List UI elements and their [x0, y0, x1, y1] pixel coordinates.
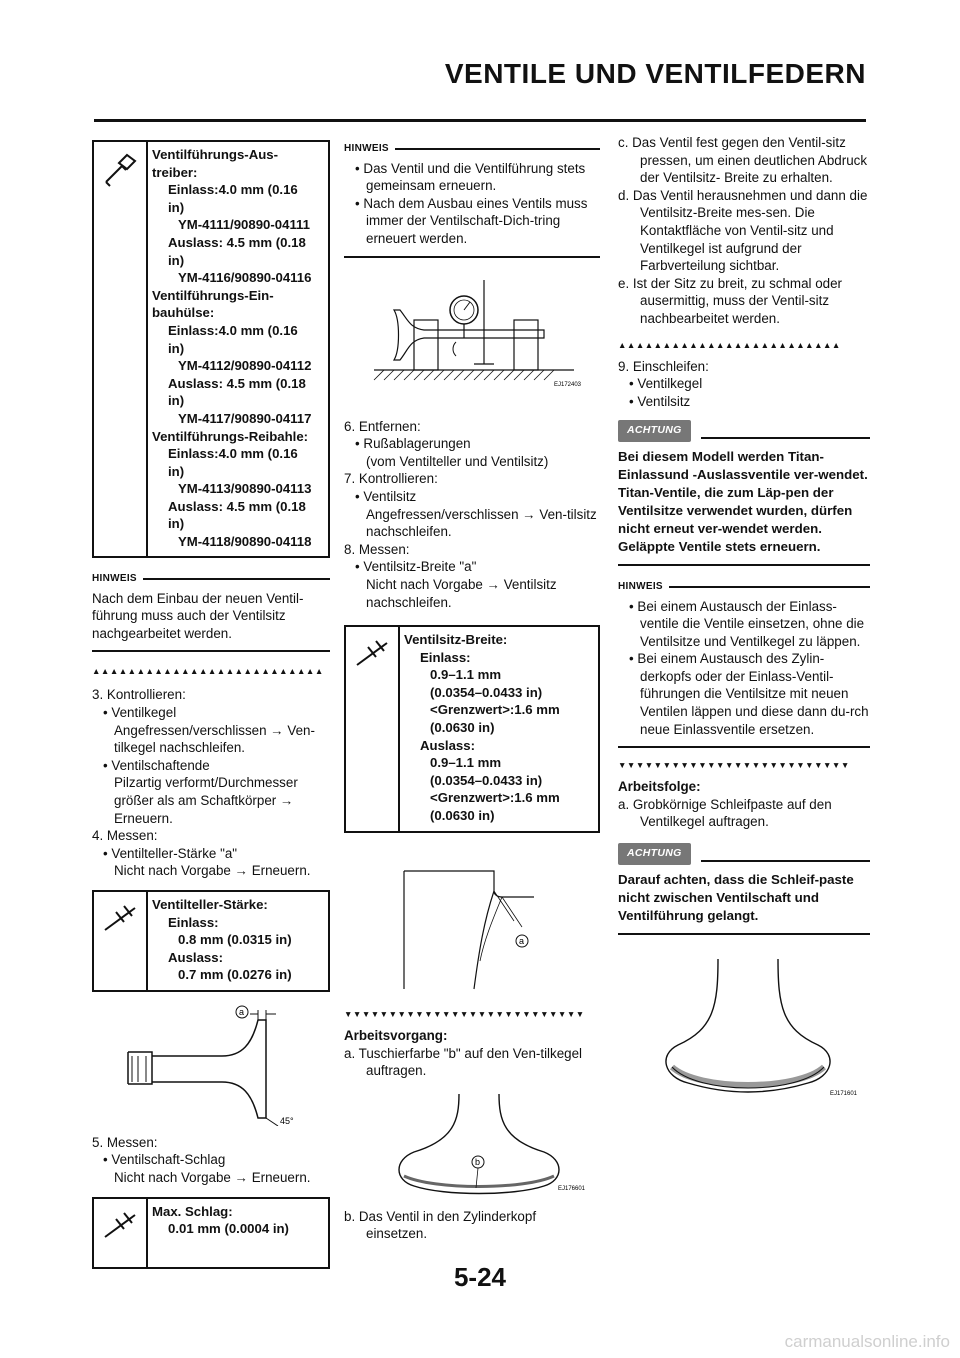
step-3: 3. Kontrollieren: [92, 687, 186, 703]
achtung-end-rule [618, 933, 870, 935]
hinweis-bullet-1: • Das Ventil und die Ventilführung stets gemeinsam erneuern. [355, 160, 586, 194]
step-7: 7. Kontrollieren: [344, 471, 438, 487]
tool-spec-line: Auslass: 4.5 mm (0.18 [168, 498, 306, 514]
step-3-bullet-2-text: Pilzartig verformt/Durchmesser größer als am Schaftkörper → Erneuern. [114, 775, 298, 826]
fig1-angle: 45° [280, 1115, 294, 1126]
hinweis-end-rule [618, 746, 870, 748]
fig1-label-a: a [239, 1006, 245, 1017]
triangle-separator: ▲▲▲▲▲▲▲▲▲▲▲▲▲▲▲▲▲▲▲▲▲▲▲▲▲▲ [92, 666, 324, 677]
spec-teller-einlass-value: 0.8 mm (0.0315 in) [178, 932, 292, 948]
step-3-bullet-1-text: Angefressen/verschlissen → Ven-tilkegel nachschleifen. [114, 722, 315, 756]
tool-spec-line: treiber: [152, 164, 198, 180]
hinweis-end-rule [92, 650, 330, 652]
achtung-label: ACHTUNG [618, 843, 691, 865]
spec-teller-auslass-value: 0.7 mm (0.0276 in) [178, 967, 292, 983]
spec-teller-title: Ventilteller-Stärke: [152, 896, 268, 912]
step-c: c. Das Ventil fest gegen den Ventil-sitz pressen, um einen deutlichen Abdruck der Ventilsitz- Breite zu erhalten. [618, 135, 868, 186]
spec-teller-auslass: Auslass: [168, 949, 223, 965]
column-2 [344, 140, 600, 1243]
valve-thickness-figure [92, 1004, 330, 1126]
tool-spec-line: YM-4118/90890-04118 [178, 534, 312, 550]
tool-spec-box [92, 140, 330, 558]
tool-spec-line: in) [168, 252, 185, 268]
column-1 [92, 140, 330, 1269]
achtung-label: ACHTUNG [618, 420, 691, 442]
dial-gauge-figure [344, 270, 600, 410]
page-number: 5-24 [453, 1262, 507, 1292]
tool-spec-line: in) [168, 393, 185, 409]
spec-box-sitz [344, 625, 600, 833]
achtung-text: Bei diesem Modell werden Titan-Einlassund -Auslassventile ver-wendet. Titan-Ventile, die zum Läp-pen der Ventilsitze verwendet wurden, dürfen nicht erneut ver-wendet werden. Geläppte Ventile stets erneuern. [618, 448, 868, 554]
step-8-bullet-1-text: Nicht nach Vorgabe → Ventilsitz nachschleifen. [366, 576, 557, 610]
step-9-bullet-2: • Ventilsitz [629, 393, 691, 409]
step-a: a. Tuschierfarbe "b" auf den Ven-tilkegel auftragen. [344, 1045, 583, 1079]
step-4-bullet-1-text: Nicht nach Vorgabe → Erneuern. [114, 863, 311, 879]
step-6: 6. Entfernen: [344, 418, 421, 434]
spec-sitz-einlass-inch: (0.0354–0.0433 in) [430, 684, 543, 700]
spec-sitz-auslass: Auslass: [420, 737, 475, 753]
step-d: d. Das Ventil herausnehmen und dann die Ventilsitz-Breite mes-sen. Die Kontaktfläche von Ventil-sitz und Ventilkegel ist aufgrund der Farbverteilung sichtbar. [618, 187, 868, 274]
spec-box-teller [92, 890, 330, 992]
valve-dye-figure [344, 1090, 600, 1200]
step-5-bullet-1-text: Nicht nach Vorgabe → Erneuern. [114, 1170, 311, 1186]
tool-spec-line: YM-4117/90890-04117 [178, 410, 312, 426]
spec-sitz-auslass-value: 0.9–1.1 mm [430, 755, 502, 771]
spec-sitz-auslass-inch: (0.0354–0.0433 in) [430, 772, 543, 788]
spec-sitz-einlass-limit: <Grenzwert>:1.6 mm [430, 702, 560, 718]
step-b: b. Das Ventil in den Zylinderkopf einsetzen. [344, 1208, 537, 1242]
step-8: 8. Messen: [344, 541, 410, 557]
arbeitsfolge-heading: Arbeitsfolge: [618, 779, 701, 795]
hinweis-header [618, 578, 870, 596]
tool-spec-line: Auslass: 4.5 mm (0.18 [168, 375, 306, 391]
tool-icon [94, 142, 148, 556]
step-4-bullet-1: • Ventilteller-Stärke "a" [103, 845, 238, 861]
tool-spec-text [148, 142, 328, 556]
spec-sitz-auslass-limit-inch: (0.0630 in) [430, 808, 495, 824]
tool-spec-line: Einlass:4.0 mm (0.16 [168, 446, 298, 462]
achtung-header [618, 420, 870, 442]
triangle-separator-down: ▼▼▼▼▼▼▼▼▼▼▼▼▼▼▼▼▼▼▼▼▼▼▼▼▼▼ [618, 760, 850, 771]
fig4-code: EJ171601 [830, 1090, 858, 1097]
hinweis-end-rule [344, 256, 600, 258]
step-7-bullet-1-text: Angefressen/verschlissen → Ven-tilsitz nachschleifen. [366, 506, 597, 540]
column-3 [618, 134, 870, 1115]
hinweis-text: Nach dem Einbau der neuen Ventil-führung muss auch der Ventilsitz nachgearbeitet werden. [92, 590, 304, 641]
step-6-bullet-1-text: (vom Ventilteller und Ventilsitz) [366, 453, 549, 469]
achtung-end-rule [618, 564, 870, 566]
fig-code: EJ172403 [554, 381, 582, 388]
spec-sitz-einlass-value: 0.9–1.1 mm [430, 667, 502, 683]
achtung-text: Darauf achten, dass die Schleif-paste nicht zwischen Ventilschaft und Ventilführung gelangt. [618, 871, 854, 923]
measure-icon [94, 892, 148, 990]
measure-icon [94, 1199, 148, 1267]
lapping-valve-figure [618, 955, 870, 1115]
spec-box-schlag [92, 1197, 330, 1269]
step-8-bullet-1: • Ventilsitz-Breite "a" [355, 559, 477, 575]
arbeitsvorgang-heading: Arbeitsvorgang: [344, 1028, 448, 1044]
step-4: 4. Messen: [92, 828, 158, 844]
tool-spec-line: in) [168, 199, 185, 215]
hinweis-bullet-1: • Bei einem Austausch der Einlass-ventile die Ventile einsetzen, ohne die Ventilsitze und Ventilkegel zu läppen. [629, 598, 865, 649]
triangle-separator-up: ▲▲▲▲▲▲▲▲▲▲▲▲▲▲▲▲▲▲▲▲▲▲▲▲▲ [618, 339, 841, 350]
step-3-bullet-1: • Ventilkegel [103, 704, 177, 720]
step-e: e. Ist der Sitz zu breit, zu schmal oder ausermittig, muss der Ventil-sitz nachbearbeitet werden. [618, 275, 843, 326]
hinweis-label: HINWEIS [344, 143, 389, 154]
hinweis-header [92, 570, 330, 588]
tool-spec-line: YM-4116/90890-04116 [178, 270, 312, 286]
tool-spec-line: in) [168, 463, 185, 479]
spec-sitz-einlass-limit-inch: (0.0630 in) [430, 720, 495, 736]
tool-spec-line: YM-4113/90890-04113 [178, 481, 312, 497]
hinweis-header [344, 140, 600, 158]
step-7-bullet-1: • Ventilsitz [355, 488, 417, 504]
hinweis-bullet-2: • Bei einem Austausch des Zylin-derkopfs oder der Einlass-Ventil-führungen die Ventilsitze mit neuen Ventilen läppen und diese dann du-rch neue Einlassventile ersetzen. [629, 651, 869, 737]
measure-icon [346, 627, 400, 831]
tool-spec-line: Auslass: 4.5 mm (0.18 [168, 234, 306, 250]
step-3-bullet-2: • Ventilschaftende [103, 757, 210, 773]
step-5: 5. Messen: [92, 1134, 158, 1150]
site-watermark: carmanualsonline.info [784, 1332, 950, 1351]
page-title: VENTILE UND VENTILFEDERN [444, 58, 866, 89]
step-6-bullet-1: • Rußablagerungen [355, 436, 471, 452]
spec-sitz-title: Ventilsitz-Breite: [404, 632, 508, 648]
step-9: 9. Einschleifen: [618, 358, 709, 374]
tool-spec-line: in) [168, 516, 185, 532]
triangle-separator-down: ▼▼▼▼▼▼▼▼▼▼▼▼▼▼▼▼▼▼▼▼▼▼▼▼▼▼▼ [344, 1009, 585, 1020]
seat-width-figure [344, 861, 600, 991]
step-5-bullet-1: • Ventilschaft-Schlag [103, 1152, 226, 1168]
fig3-label-b: b [475, 1156, 481, 1167]
fig3-code: EJ176601 [558, 1185, 586, 1192]
achtung-header [618, 843, 870, 865]
tool-spec-line: Ventilführungs-Reibahle: [152, 428, 309, 444]
tool-spec-line: bauhülse: [152, 305, 215, 321]
spec-schlag-value: 0.01 mm (0.0004 in) [168, 1221, 289, 1237]
hinweis-bullet-2: • Nach dem Ausbau eines Ventils muss immer der Ventilschaft-Dich-tring erneuert werden. [355, 195, 588, 246]
fig2-label-a: a [519, 936, 525, 947]
tool-spec-line: YM-4111/90890-04111 [178, 217, 310, 233]
tool-spec-line: Ventilführungs-Ein- [152, 287, 274, 303]
spec-teller-einlass: Einlass: [168, 914, 219, 930]
spec-sitz-auslass-limit: <Grenzwert>:1.6 mm [430, 790, 560, 806]
tool-spec-line: YM-4112/90890-04112 [178, 358, 312, 374]
tool-spec-line: Einlass:4.0 mm (0.16 [168, 322, 298, 338]
hinweis-label: HINWEIS [618, 580, 663, 592]
hinweis-label: HINWEIS [92, 573, 137, 584]
tool-spec-line: Ventilführungs-Aus- [152, 147, 279, 162]
tool-spec-line: in) [168, 340, 185, 356]
tool-spec-line: Einlass:4.0 mm (0.16 [168, 182, 298, 198]
step-9-bullet-1: • Ventilkegel [629, 376, 703, 392]
spec-schlag-title: Max. Schlag: [152, 1203, 233, 1219]
step-a: a. Grobkörnige Schleifpaste auf den Ventilkegel auftragen. [618, 796, 832, 830]
spec-sitz-einlass: Einlass: [420, 649, 471, 665]
header-rule [94, 119, 866, 122]
